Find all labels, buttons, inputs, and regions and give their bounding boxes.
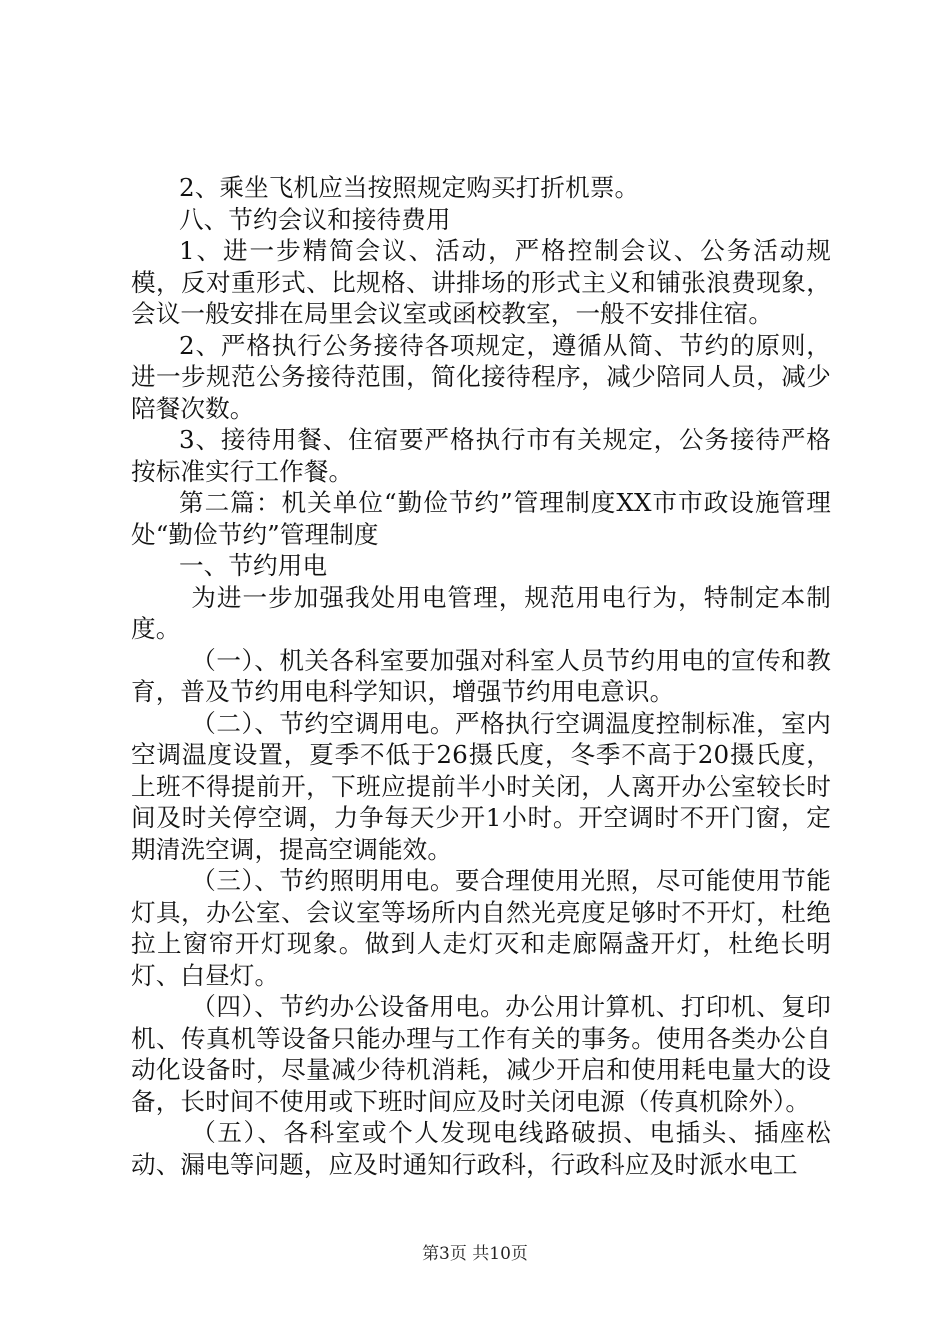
paragraph-5: 3、接待用餐、住宿要严格执行市有关规定，公务接待严格按标准实行工作餐。 [131, 425, 831, 486]
paragraph-10: （二）、节约空调用电。严格执行空调温度控制标准，室内空调温度设置，夏季不低于26摄氏度，冬季不高于20摄氏度，上班不得提前开，下班应提前半小时关闭，人离开办公室较长时间及时关停空调，力争每天少开1小时。开空调时不开门窗，定期清洗空调，提高空调能效。 [131, 708, 831, 864]
paragraph-9: （一）、机关各科室要加强对科室人员节约用电的宣传和教育，普及节约用电科学知识，增强节约用电意识。 [131, 645, 831, 706]
paragraph-12: （四）、节约办公设备用电。办公用计算机、打印机、复印机、传真机等设备只能办理与工作有关的事务。使用各类办公自动化设备时，尽量减少待机消耗，减少开启和使用耗电量大的设备，长时间不使用或下班时间应及时关闭电源（传真机除外）。 [131, 992, 831, 1116]
document-body [131, 172, 831, 1180]
paragraph-13: （五）、各科室或个人发现电线路破损、电插头、插座松动、漏电等问题，应及时通知行政科，行政科应及时派水电工 [131, 1118, 831, 1179]
part-two-heading: 第二篇：机关单位“勤俭节约”管理制度XX市市政设施管理处“勤俭节约”管理制度 [131, 488, 831, 549]
page-footer [0, 1244, 950, 1264]
paragraph-11: （三）、节约照明用电。要合理使用光照，尽可能使用节能灯具，办公室、会议室等场所内自然光亮度足够时不开灯，杜绝拉上窗帘开灯现象。做到人走灯灭和走廊隔盏开灯，杜绝长明灯、白昼灯。 [131, 866, 831, 990]
paragraph-4: 2、严格执行公务接待各项规定，遵循从简、节约的原则，进一步规范公务接待范围，简化接待程序，减少陪同人员，减少陪餐次数。 [131, 330, 831, 423]
section-heading-1: 一、节约用电 [178, 551, 328, 580]
page-number: 第3页 共10页 [422, 1244, 528, 1264]
paragraph-8: 为进一步加强我处用电管理，规范用电行为，特制定本制度。 [131, 582, 831, 643]
paragraph-1: 2、乘坐飞机应当按照规定购买打折机票。 [178, 173, 640, 202]
paragraph-3: 1、进一步精简会议、活动，严格控制会议、公务活动规模，反对重形式、比规格、讲排场的形式主义和铺张浪费现象，会议一般安排在局里会议室或函校教室，一般不安排住宿。 [131, 236, 831, 328]
section-heading-8: 八、节约会议和接待费用 [178, 204, 451, 234]
